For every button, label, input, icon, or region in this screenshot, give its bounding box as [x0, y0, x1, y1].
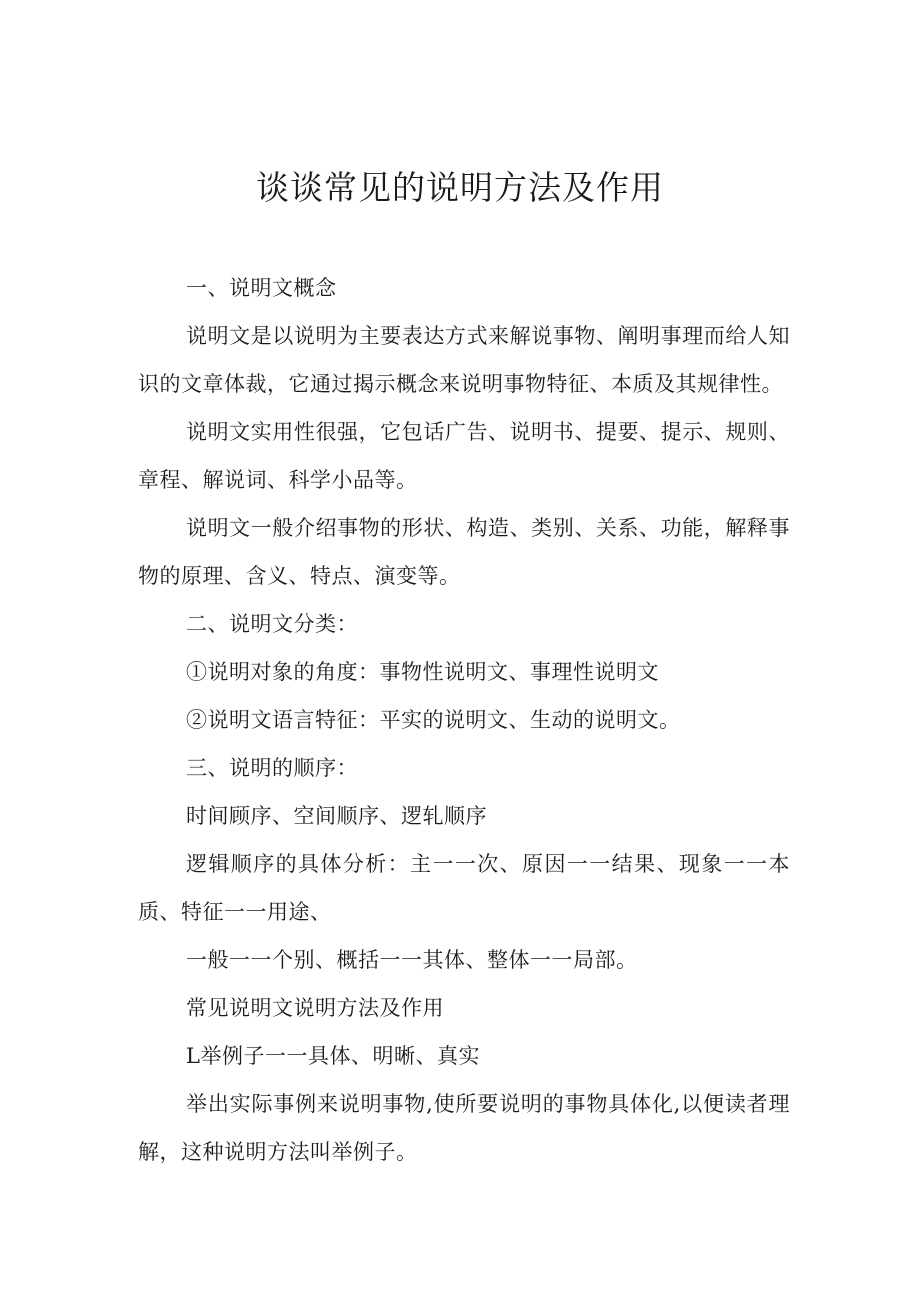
paragraph-definition: 说明文是以说明为主要表达方式来解说事物、阐明事理而给人知识的文章体裁，它通过揭示概念来说明事物特征、本质及其规律性。: [138, 324, 790, 396]
document-title: 谈谈常见的说明方法及作用: [256, 168, 664, 207]
list-item-object: ①说明对象的角度：事物性说明文、事理性说明文: [186, 660, 659, 684]
paragraph-example-method: 举出实际事例来说明事物,使所要说明的事物具体化,以便读者理解，这种说明方法叫举例子。: [138, 1092, 790, 1164]
method-heading-example: L举例子一一具体、明晰、真实: [186, 1044, 480, 1068]
list-item-language: ②说明文语言特征：平实的说明文、生动的说明文。: [186, 708, 681, 732]
section-heading-methods: 常见说明文说明方法及作用: [186, 996, 444, 1020]
section-heading-concept: 一、说明文概念: [186, 276, 337, 300]
paragraph-logical-order: 逻辑顺序的具体分析：主一一次、原因一一结果、现象一一本质、特征一一用途、: [138, 852, 790, 924]
paragraph-practicality: 说明文实用性很强，它包话广告、说明书、提要、提示、规则、章程、解说词、科学小品等。: [138, 420, 790, 492]
section-heading-classification: 二、说明文分类：: [186, 612, 358, 636]
paragraph-order-types: 时间顾序、空间顺序、逻轧顺序: [186, 804, 487, 828]
paragraph-content: 说明文一般介绍事物的形状、构造、类别、关系、功能，解释事物的原理、含义、特点、演变等。: [138, 516, 790, 588]
section-heading-order: 三、说明的顺序：: [186, 756, 358, 780]
paragraph-logical-order-cont: 一般一一个别、概括一一其体、整体一一局部。: [186, 948, 638, 972]
document-body: [138, 264, 790, 1176]
